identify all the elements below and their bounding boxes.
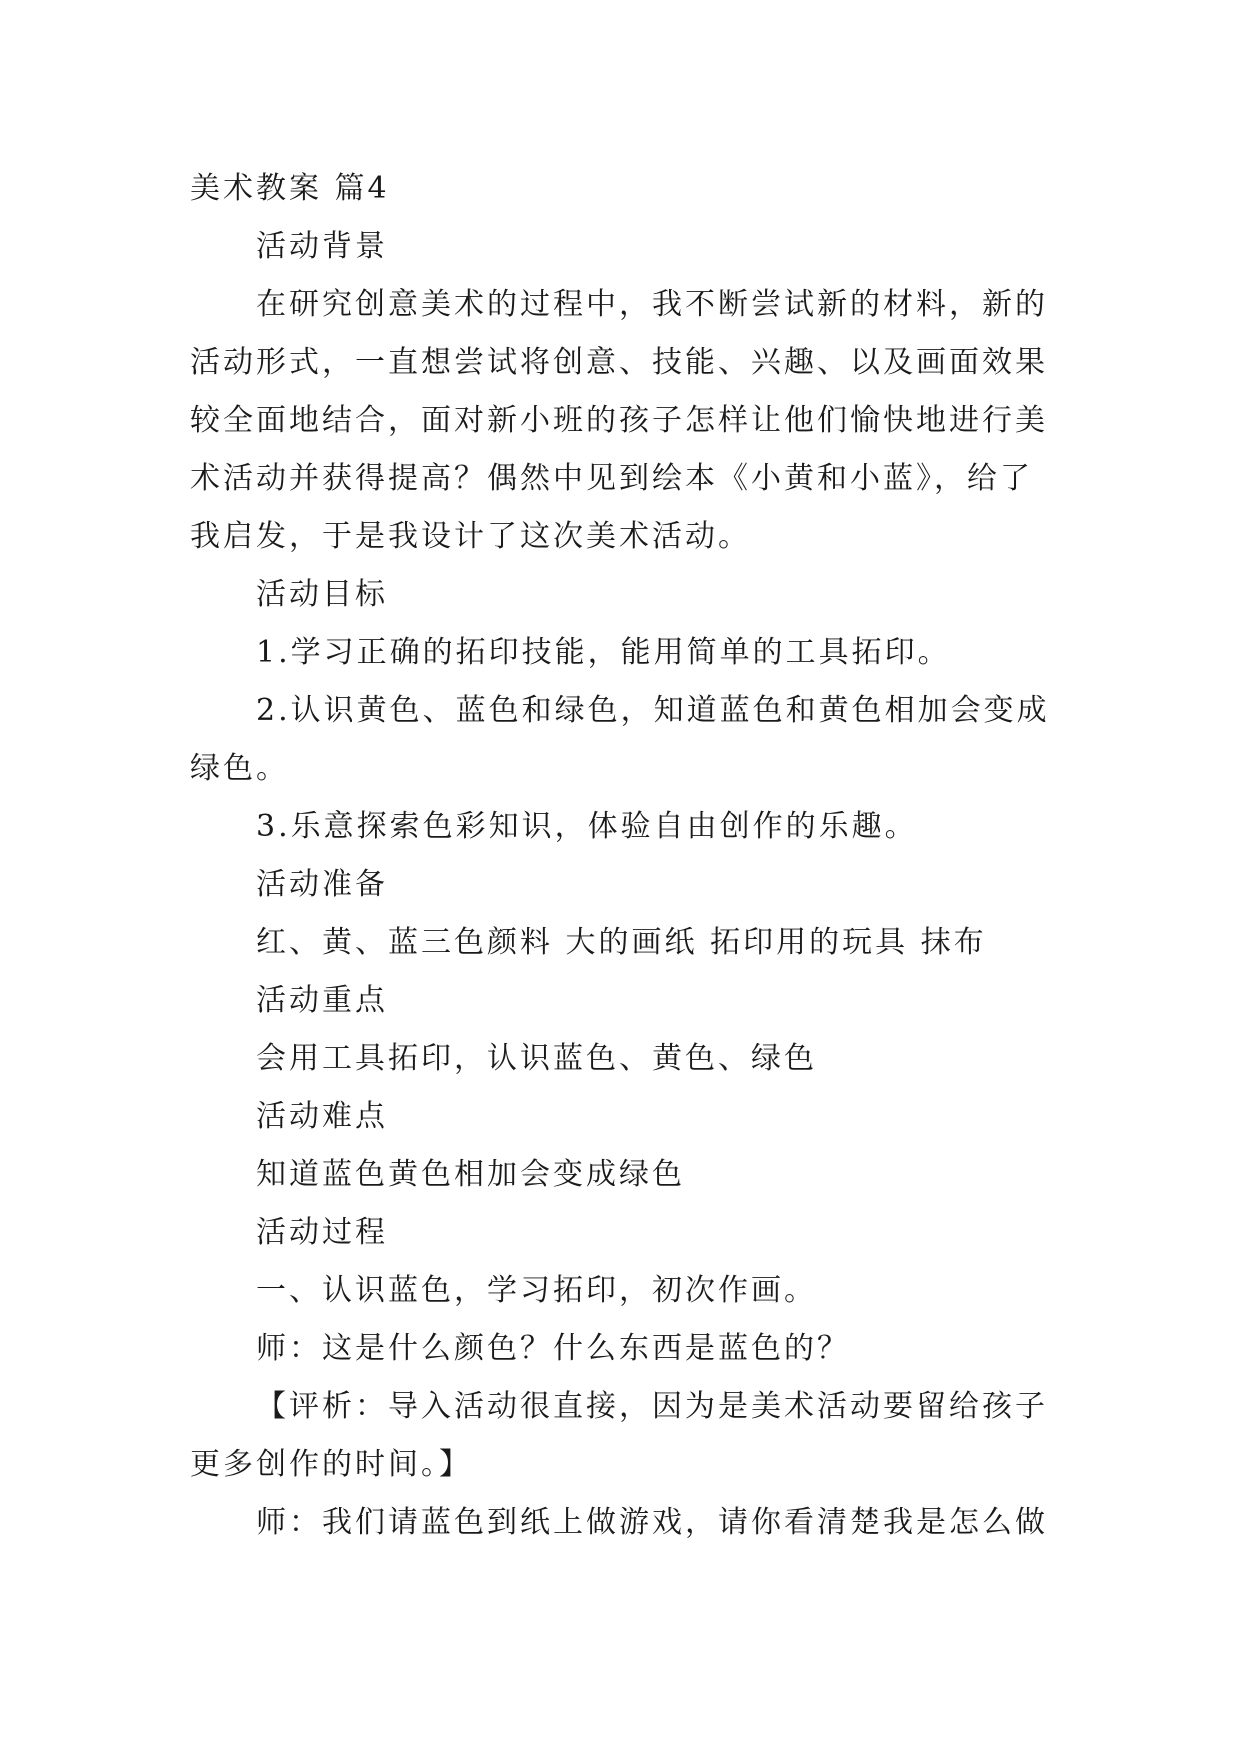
process-text: 师：这是什么颜色？什么东西是蓝色的？ bbox=[256, 1331, 850, 1366]
comment-text-continued: 更多创作的时间。】 bbox=[190, 1447, 472, 1482]
comment-text: 【评析：导入活动很直接，因为是美术活动要留给孩子 bbox=[256, 1389, 1048, 1424]
paragraph-line: 术活动并获得提高？偶然中见到绘本《小黄和小蓝》，给了 bbox=[190, 461, 1033, 496]
paragraph-line: 我启发，于是我设计了这次美术活动。 bbox=[190, 519, 751, 554]
goal-item: 3.乐意探索色彩知识，体验自由创作的乐趣。 bbox=[256, 809, 918, 844]
section-heading-process: 活动过程 bbox=[256, 1215, 388, 1250]
key-point-text: 会用工具拓印，认识蓝色、黄色、绿色 bbox=[256, 1041, 817, 1076]
section-heading-difficulty: 活动难点 bbox=[256, 1099, 388, 1134]
process-step: 一、认识蓝色，学习拓印，初次作画。 bbox=[256, 1273, 817, 1308]
goal-item-continued: 绿色。 bbox=[190, 751, 289, 786]
goal-item: 1.学习正确的拓印技能，能用简单的工具拓印。 bbox=[256, 635, 951, 670]
document-title: 美术教案 篇4 bbox=[190, 171, 390, 206]
process-text: 师：我们请蓝色到纸上做游戏，请你看清楚我是怎么做 bbox=[256, 1505, 1048, 1540]
section-heading-goals: 活动目标 bbox=[256, 577, 388, 612]
document-page bbox=[190, 160, 1050, 1552]
difficulty-text: 知道蓝色黄色相加会变成绿色 bbox=[256, 1157, 685, 1192]
paragraph-line: 在研究创意美术的过程中，我不断尝试新的材料，新的 bbox=[256, 287, 1048, 322]
section-heading-preparation: 活动准备 bbox=[256, 867, 388, 902]
section-heading-key-point: 活动重点 bbox=[256, 983, 388, 1018]
paragraph-line: 活动形式，一直想尝试将创意、技能、兴趣、以及画面效果 bbox=[190, 345, 1048, 380]
preparation-text: 红、黄、蓝三色颜料 大的画纸 拓印用的玩具 抹布 bbox=[256, 925, 987, 960]
goal-item: 2.认识黄色、蓝色和绿色，知道蓝色和黄色相加会变成 bbox=[256, 693, 1050, 728]
section-heading-background: 活动背景 bbox=[256, 229, 388, 264]
paragraph-line: 较全面地结合，面对新小班的孩子怎样让他们愉快地进行美 bbox=[190, 403, 1048, 438]
